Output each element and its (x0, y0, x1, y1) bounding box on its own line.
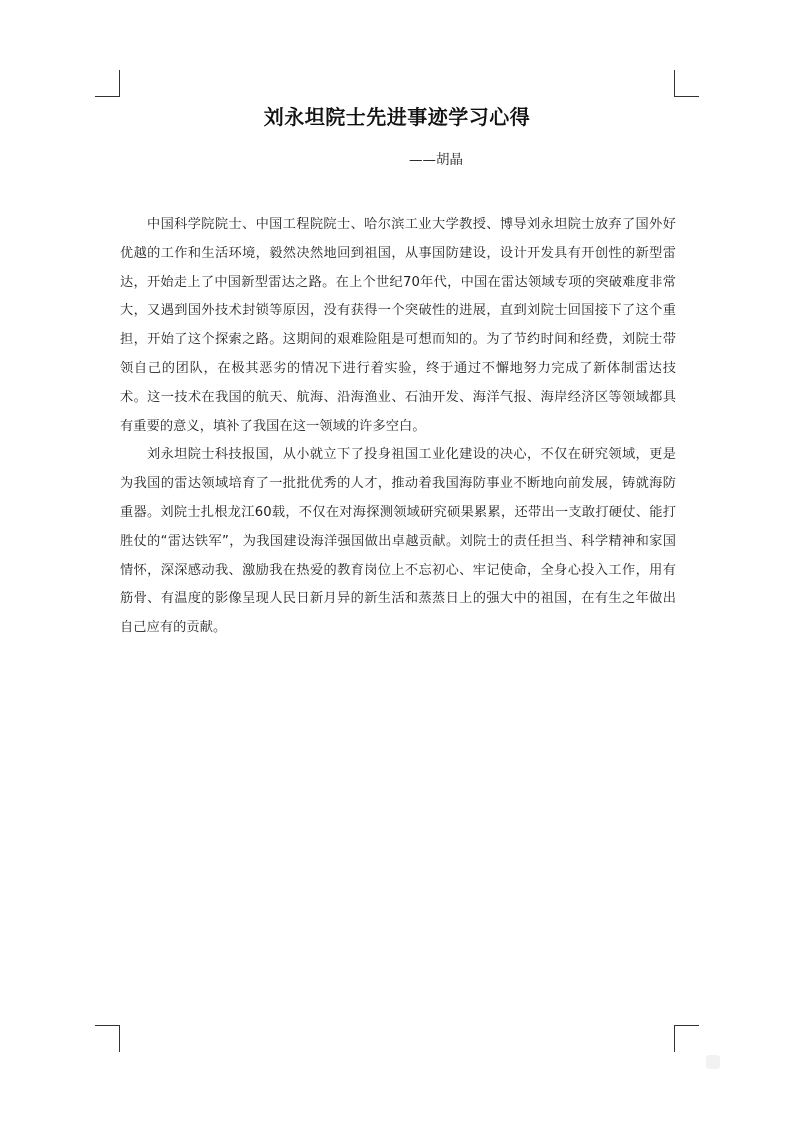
paragraph: 刘永坦院士科技报国，从小就立下了投身祖国工业化建设的决心，不仅在研究领域，更是为我国的雷达领域培育了一批批优秀的人才，推动着我国海防事业不断地向前发展，铸就海防重器。刘院士扎根龙江60载，不仅在对海探测领域研究硕果累累，还带出一支敢打硬仗、能打胜仗的“雷达铁军”，为我国建设海洋强国做出卓越贡献。刘院士的责任担当、科学精神和家国情怀，深深感动我、激励我在热爱的教育岗位上不忘初心、牢记使命，全身心投入工作，用有筋骨、有温度的影像呈现人民日新月异的新生活和蒸蒸日上的强大中的祖国，在有生之年做出自己应有的贡献。 (120, 447, 676, 636)
document-title: 刘永坦院士先进事迹学习心得 (263, 105, 531, 129)
paragraph: 中国科学院院士、中国工程院院士、哈尔滨工业大学教授、博导刘永坦院士放弃了国外好优越的工作和生活环境，毅然决然地回到祖国，从事国防建设，设计开发具有开创性的新型雷达，开始走上了中国新型雷达之路。在上个世纪70年代，中国在雷达领域专项的突破难度非常大，又遇到国外技术封锁等原因，没有获得一个突破性的进展，直到刘院士回国接下了这个重担，开始了这个探索之路。这期间的艰难险阻是可想而知的。为了节约时间和经费，刘院士带领自己的团队，在极其恶劣的情况下进行着实验，终于通过不懈地努力完成了新体制雷达技术。这一技术在我国的航天、航海、沿海渔业、石油开发、海洋气报、海岸经济区等领域都具有重要的意义，填补了我国在这一领域的许多空白。 (120, 217, 676, 434)
document-body (120, 211, 676, 643)
corner-watermark (706, 1055, 720, 1069)
crop-mark-top-right (674, 70, 699, 97)
crop-mark-bottom-right (674, 1025, 699, 1052)
document-author: ——胡晶 (409, 152, 463, 168)
crop-mark-bottom-left (95, 1025, 120, 1052)
crop-mark-top-left (95, 70, 120, 97)
